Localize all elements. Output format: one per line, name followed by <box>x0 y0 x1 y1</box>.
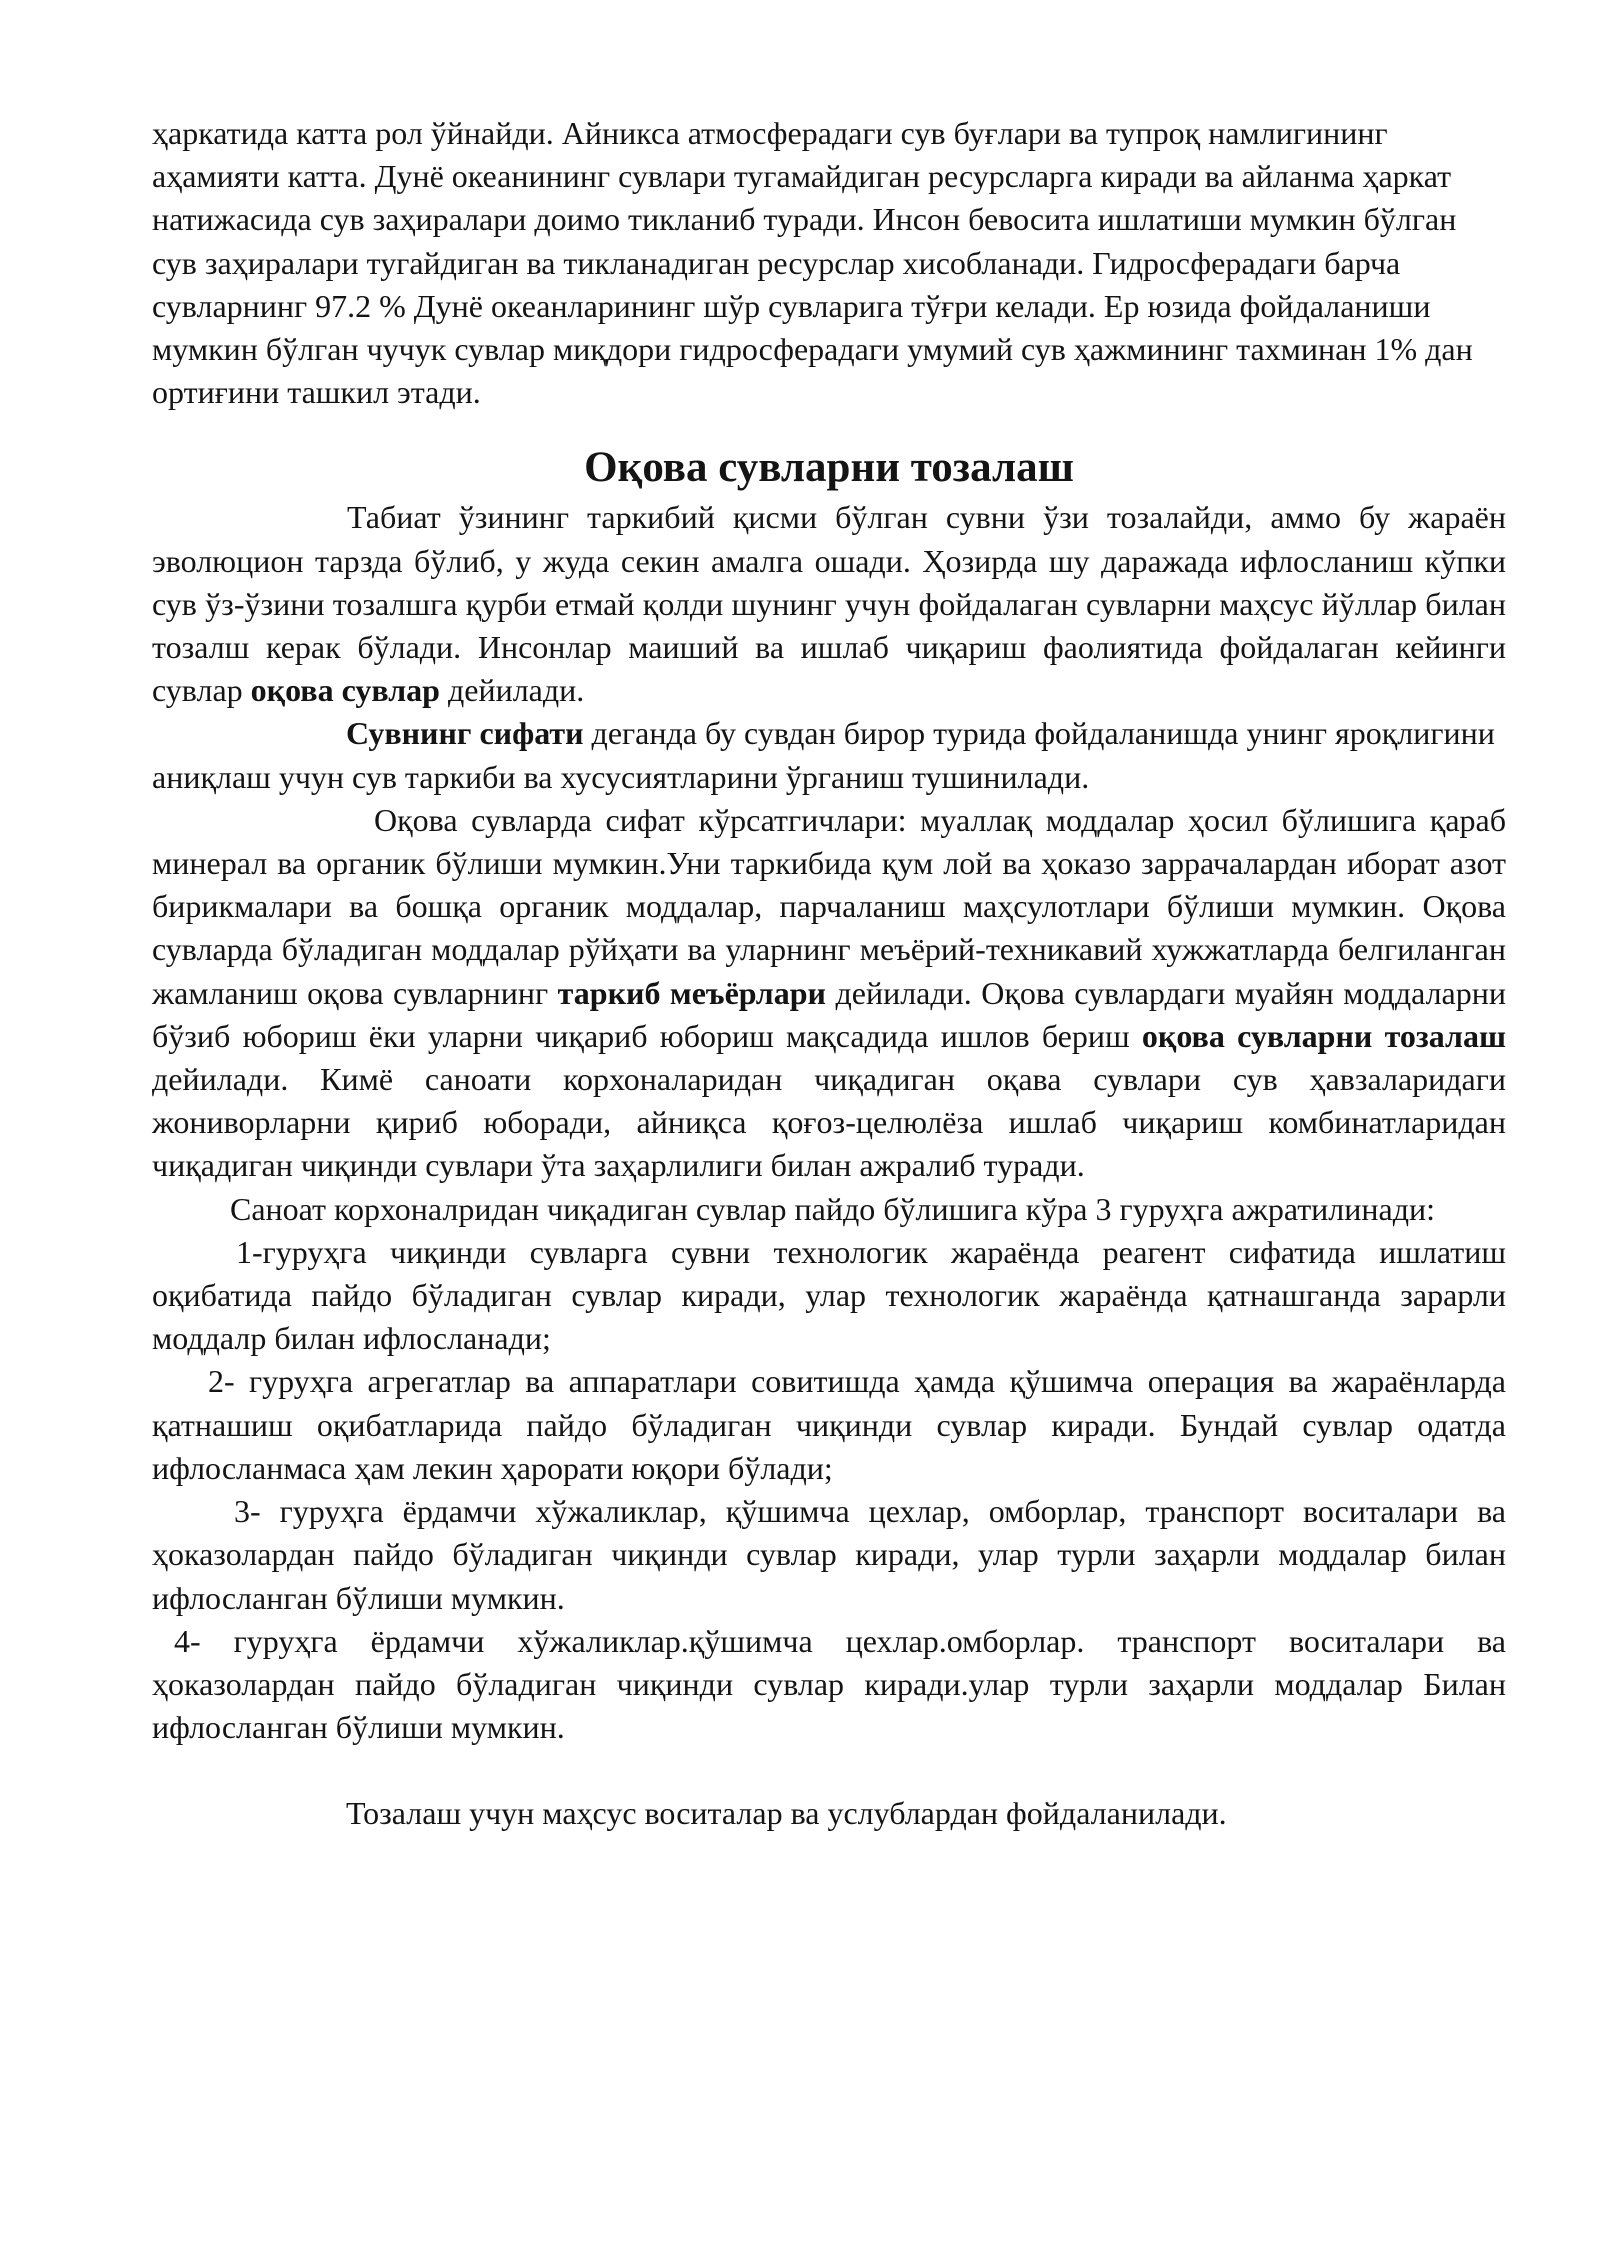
paragraph-group-2: 2- гуруҳга агрегатлар ва аппаратлари совитишда ҳамда қўшимча операция ва жараёнларда қатнашиш оқибатларида пайдо бўладиган чиқинди сувлар киради. Бундай сувлар одатда ифлосланмаса ҳам лекин ҳарорати юқори бўлади; <box>152 1363 1506 1486</box>
paragraph-water-quality <box>152 712 1506 798</box>
paragraph-group-3: 3- гуруҳга ёрдамчи хўжаликлар, қўшимча цехлар, омборлар, транспорт воситалари ва ҳоказолардан пайдо бўладиган чиқинди сувлар киради, улар турли заҳарли моддалар билан ифлосланган бўлиши мумкин. <box>152 1493 1506 1616</box>
bold-term-wastewater: оқова сувлар <box>250 672 440 709</box>
paragraph-group-1: 1-гуруҳга чиқинди сувларга сувни технологик жараёнда реагент сифатида ишлатиш оқибатида пайдо бўладиган сувлар киради, улар технологик жараёнда қатнашганда зарарли моддалр билан ифлосланади; <box>152 1233 1506 1357</box>
document-body <box>152 112 1506 1836</box>
section-title: Оқова сувларни тозалаш <box>584 444 1074 492</box>
paragraph-group-4: 4- гуруҳга ёрдамчи хўжаликлар.қўшимча цехлар.омборлар. транспорт воситалари ва ҳоказолардан пайдо бўладиган чиқинди сувлар киради.улар турли заҳарли моддалар Билан ифлосланган бўлиши мумкин. <box>152 1622 1506 1746</box>
bold-term-composition-norms: таркиб меъёрлари <box>557 974 826 1011</box>
paragraph-treatment-methods: Тозалаш учун маҳсус воситалар ва услублардан фойдаланилади. <box>346 1795 1227 1832</box>
paragraph-text: дейилади. Кимё саноати корхоналаридан чиқадиган оқава сувлари сув ҳавзаларидаги жониворларни қириб юборади, айниқса қоғоз-целюлёза ишлаб чиқариш комбинатларидан чиқадиган чиқинди сувлари ўта заҳарлилиги билан ажралиб туради. <box>152 1061 1506 1184</box>
paragraph-text: дейилади. Оқова сувлардаги муайян моддаларни бўзиб юбориш ёки уларни чиқариб юбориш мақсадида ишлов бериш <box>152 974 1506 1054</box>
bold-term-wastewater-treatment: оқова сувларни тозалаш <box>1141 1017 1507 1054</box>
paragraph-nature-self-cleaning <box>152 496 1506 712</box>
paragraph-text: Оқова сувларда сифат кўрсатгичлари: муаллақ моддалар ҳосил бўлишига қараб минерал ва органик бўлиши мумкин.Уни таркибида қум лой ва ҳоказо заррачалардан иборат азот бирикмалари ва бошқа органик моддалар, парчаланиш маҳсулотлари бўлиши мумкин. Оқова сувларда бўладиган моддалар рўйҳати ва уларнинг меъёрий-техникавий хужжатларда белгиланган жамланиш оқова сувларнинг <box>152 801 1506 1011</box>
intro-paragraph: ҳаркатида катта рол ўйнайди. Айникса атмосферадаги сув буғлари ва тупроқ намлигининг аҳамияти катта. Дунё океанининг сувлари тугамайдиган ресурсларга киради ва айланма ҳаркат натижасида сув заҳиралари доимо тикланиб туради. Инсон бевосита ишлатиши мумкин бўлган сув заҳиралари тугайдиган ва тикланадиган ресурслар хисобланади. Гидросферадаги барча сувларнинг 97.2 % Дунё океанларининг шўр сувларига тўғри келади. Ер юзида фойдаланиши мумкин бўлган чучук сувлар миқдори гидросферадаги умумий сув ҳажмининг тахминан 1% дан ортиғини ташкил этади. <box>152 115 1473 411</box>
paragraph-text: дейилади. <box>439 672 585 709</box>
paragraph-text: Табиат ўзининг таркибий қисми бўлган сувни ўзи тозалайди, аммо бу жараён эволюцион тарзда бўлиб, у жуда секин амалга ошади. Ҳозирда шу даражада ифлосланиш кўпки сув ўз-ўзини тозалшга қурби етмай қолди шунинг учун фойдалаган сувларни маҳсус йўллар билан тозалш керак бўлади. Инсонлар маиший ва ишлаб чиқариш фаолиятида фойдалаган кейинги сувлар <box>152 499 1506 709</box>
paragraph-three-groups: Саноат корхоналридан чиқадиган сувлар пайдо бўлишига кўра 3 гуруҳга ажратилинади: <box>230 1190 1436 1227</box>
paragraph-quality-indicators <box>152 799 1506 1188</box>
bold-term-water-quality: Сувнинг сифати <box>346 715 584 752</box>
paragraph-text: деганда бу сувдан бирор турида фойдаланишда унинг яроқлигини аниқлаш учун сув таркиби ва хусусиятларини ўрганиш тушинилади. <box>152 715 1495 795</box>
